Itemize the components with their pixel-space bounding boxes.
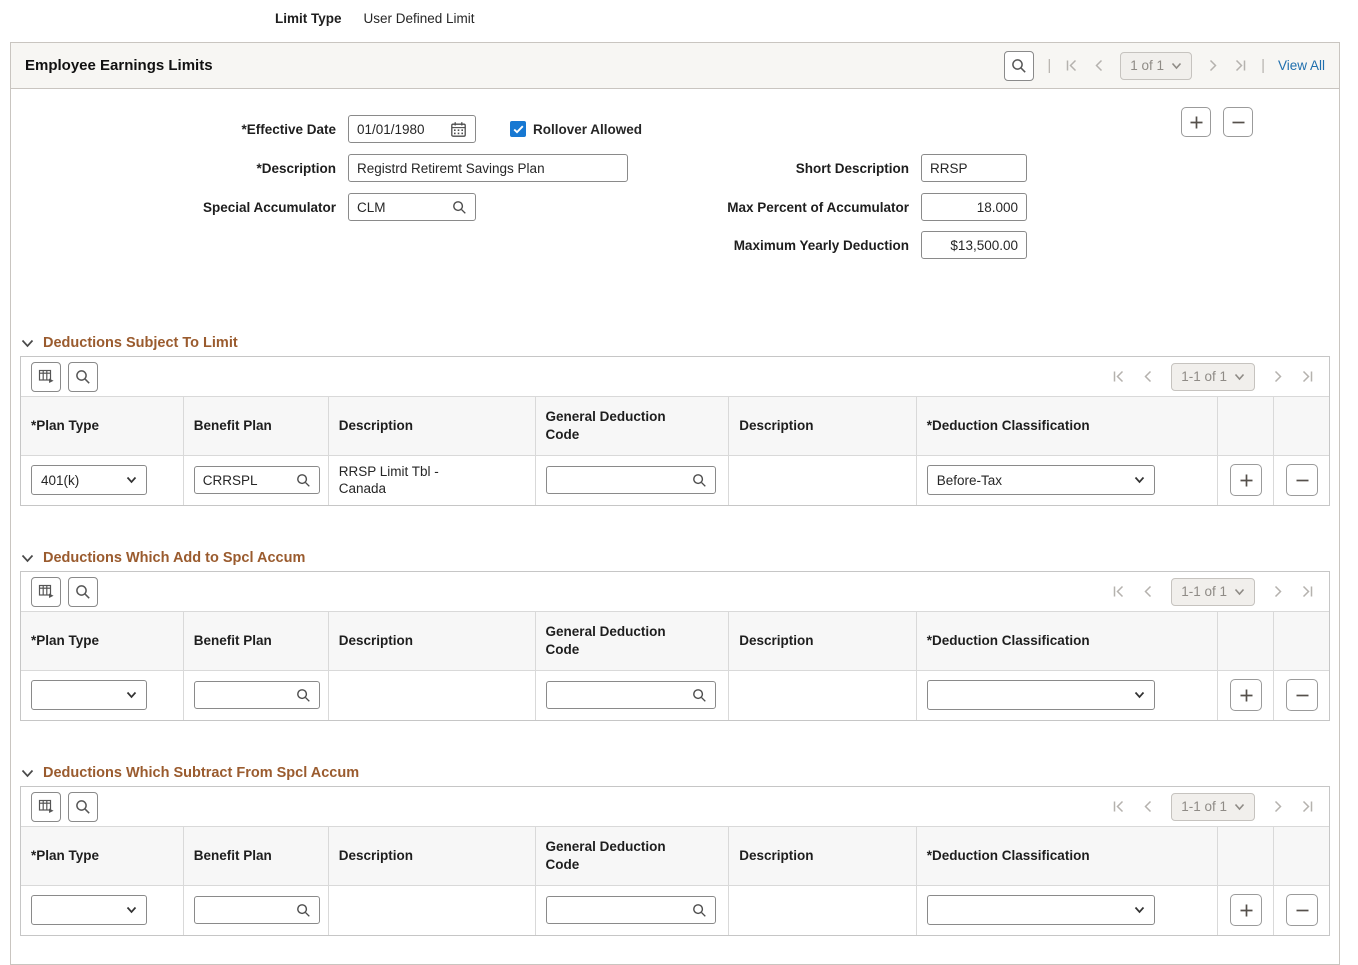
section-title: Deductions Subject To Limit bbox=[43, 335, 238, 351]
grid-toolbar bbox=[21, 357, 1329, 397]
chevron-down-icon bbox=[1234, 803, 1245, 811]
col-description-2: Description bbox=[729, 397, 917, 455]
max-yearly-label: Maximum Yearly Deduction bbox=[733, 237, 909, 253]
max-yearly-row bbox=[317, 231, 1027, 259]
groupbox-body bbox=[11, 89, 1339, 964]
chevron-down-icon bbox=[1234, 373, 1245, 381]
header-nav-controls bbox=[1004, 51, 1325, 81]
col-description-2: Description bbox=[729, 827, 917, 885]
section-deductions-subject-to-limit bbox=[11, 335, 1339, 506]
deduction-classification-select[interactable] bbox=[927, 895, 1155, 925]
col-plan-type: *Plan Type bbox=[21, 397, 183, 455]
section-collapse-header[interactable] bbox=[21, 335, 1330, 351]
first-page-icon[interactable] bbox=[1064, 58, 1079, 73]
plan-type-select[interactable]: 401(k) bbox=[31, 465, 147, 495]
search-icon bbox=[75, 799, 91, 815]
short-description-label: Short Description bbox=[795, 160, 909, 176]
rollover-allowed-checkbox[interactable] bbox=[510, 121, 526, 137]
check-icon bbox=[513, 125, 524, 134]
grid-pagination bbox=[1111, 363, 1319, 391]
section-collapse-header[interactable] bbox=[21, 550, 1330, 566]
table-header-row bbox=[21, 827, 1329, 885]
effective-date-field[interactable] bbox=[348, 115, 476, 143]
next-page-icon[interactable] bbox=[1205, 58, 1220, 73]
max-yearly-input[interactable] bbox=[930, 238, 1018, 253]
personalize-grid-icon bbox=[38, 583, 55, 600]
col-description: Description bbox=[328, 612, 535, 670]
max-percent-field[interactable] bbox=[921, 193, 1027, 221]
grid-search-button[interactable] bbox=[68, 362, 98, 392]
short-description-field[interactable] bbox=[921, 154, 1027, 182]
personalize-grid-icon bbox=[38, 368, 55, 385]
add-row-button[interactable] bbox=[1230, 464, 1262, 496]
divider: | bbox=[1047, 57, 1052, 74]
row-range-value: 1-1 of 1 bbox=[1181, 799, 1227, 814]
lookup-icon[interactable] bbox=[296, 903, 311, 918]
rollover-allowed-label: Rollover Allowed bbox=[533, 121, 643, 137]
minus-icon bbox=[1295, 903, 1310, 918]
max-percent-label: Max Percent of Accumulator bbox=[727, 199, 909, 215]
benefit-plan-field[interactable] bbox=[194, 681, 320, 709]
description-label: *Description bbox=[256, 160, 336, 176]
table-header-row bbox=[21, 397, 1329, 455]
limit-type-label: Limit Type bbox=[275, 11, 342, 26]
table-header-row bbox=[21, 612, 1329, 670]
remove-row-button[interactable] bbox=[1286, 894, 1318, 926]
general-deduction-code-input[interactable] bbox=[555, 688, 686, 703]
col-add bbox=[1217, 397, 1273, 455]
chevron-down-icon bbox=[1171, 62, 1182, 70]
row-range-value: 1-1 of 1 bbox=[1181, 369, 1227, 384]
plus-icon bbox=[1239, 903, 1254, 918]
employee-earnings-limits-groupbox bbox=[10, 42, 1340, 965]
divider: | bbox=[1261, 57, 1265, 74]
groupbox-header bbox=[11, 43, 1339, 89]
grid-pagination bbox=[1111, 578, 1319, 606]
col-add bbox=[1217, 827, 1273, 885]
page-selector[interactable] bbox=[1120, 52, 1192, 80]
minus-icon bbox=[1295, 473, 1310, 488]
short-description-row bbox=[317, 154, 1027, 182]
table-row bbox=[21, 455, 1329, 505]
remove-row-button[interactable] bbox=[1223, 107, 1253, 137]
deduction-classification-select[interactable]: Before-Tax bbox=[927, 465, 1155, 495]
plus-icon bbox=[1189, 115, 1204, 130]
page-selector-value: 1 of 1 bbox=[1130, 58, 1165, 73]
grid-search-button[interactable] bbox=[68, 792, 98, 822]
benefit-plan-description: RRSP Limit Tbl - Canada bbox=[338, 463, 439, 497]
grid-toolbar bbox=[21, 572, 1329, 612]
section-deductions-subtract-from-spcl-accum bbox=[11, 765, 1339, 936]
prev-row-icon[interactable] bbox=[1141, 369, 1156, 384]
deductions-table bbox=[21, 612, 1329, 720]
limit-type-row bbox=[0, 0, 1358, 26]
col-deduction-classification: *Deduction Classification bbox=[916, 827, 1217, 885]
max-percent-row bbox=[317, 193, 1027, 221]
minus-icon bbox=[1231, 115, 1246, 130]
col-deduction-classification: *Deduction Classification bbox=[916, 612, 1217, 670]
col-description: Description bbox=[328, 397, 535, 455]
max-percent-input[interactable] bbox=[930, 200, 1018, 215]
benefit-plan-input[interactable] bbox=[203, 903, 290, 918]
grid-toolbar bbox=[21, 787, 1329, 827]
grid-deductions-add bbox=[20, 571, 1330, 721]
prev-page-icon[interactable] bbox=[1092, 58, 1107, 73]
personalize-grid-button[interactable] bbox=[31, 792, 61, 822]
deductions-table bbox=[21, 827, 1329, 935]
search-icon bbox=[75, 369, 91, 385]
general-deduction-code-field[interactable] bbox=[546, 466, 716, 494]
short-description-input[interactable] bbox=[930, 161, 1018, 176]
search-icon bbox=[75, 584, 91, 600]
personalize-grid-button[interactable] bbox=[31, 577, 61, 607]
next-row-icon[interactable] bbox=[1270, 799, 1285, 814]
chevron-down-icon bbox=[1234, 588, 1245, 596]
next-row-icon[interactable] bbox=[1270, 584, 1285, 599]
deductions-table bbox=[21, 397, 1329, 505]
first-row-icon[interactable] bbox=[1111, 799, 1126, 814]
rollover-row bbox=[510, 115, 642, 143]
first-row-icon[interactable] bbox=[1111, 584, 1126, 599]
limit-type-value: User Defined Limit bbox=[363, 11, 475, 26]
last-row-icon[interactable] bbox=[1300, 369, 1315, 384]
chevron-down-icon bbox=[21, 339, 34, 348]
special-accumulator-label: Special Accumulator bbox=[202, 199, 336, 215]
table-row bbox=[21, 885, 1329, 935]
grid-deductions-subject-to-limit bbox=[20, 356, 1330, 506]
col-add bbox=[1217, 612, 1273, 670]
effective-date-input[interactable] bbox=[357, 122, 444, 137]
plus-icon bbox=[1239, 473, 1254, 488]
benefit-plan-field[interactable] bbox=[194, 896, 320, 924]
grid-search-button[interactable] bbox=[68, 577, 98, 607]
col-remove bbox=[1273, 827, 1329, 885]
personalize-grid-icon bbox=[38, 798, 55, 815]
remove-row-button[interactable] bbox=[1286, 679, 1318, 711]
col-general-deduction-code: General Deduction Code bbox=[535, 827, 729, 885]
row-range-selector[interactable] bbox=[1171, 578, 1255, 606]
section-collapse-header[interactable] bbox=[21, 765, 1330, 781]
add-row-button[interactable] bbox=[1181, 107, 1211, 137]
col-description-2: Description bbox=[729, 612, 917, 670]
search-icon bbox=[1011, 58, 1027, 74]
add-row-button[interactable] bbox=[1230, 679, 1262, 711]
last-row-icon[interactable] bbox=[1300, 799, 1315, 814]
col-benefit-plan: Benefit Plan bbox=[183, 612, 328, 670]
col-plan-type: *Plan Type bbox=[21, 827, 183, 885]
deduction-classification-select[interactable] bbox=[927, 680, 1155, 710]
col-general-deduction-code: General Deduction Code bbox=[535, 397, 729, 455]
remove-row-button[interactable] bbox=[1286, 464, 1318, 496]
minus-icon bbox=[1295, 688, 1310, 703]
col-benefit-plan: Benefit Plan bbox=[183, 397, 328, 455]
general-deduction-code-input[interactable] bbox=[555, 473, 686, 488]
section-deductions-add-to-spcl-accum bbox=[11, 550, 1339, 721]
benefit-plan-field[interactable] bbox=[194, 466, 320, 494]
last-page-icon[interactable] bbox=[1233, 58, 1248, 73]
lookup-icon[interactable] bbox=[692, 473, 707, 488]
col-deduction-classification: *Deduction Classification bbox=[916, 397, 1217, 455]
col-general-deduction-code: General Deduction Code bbox=[535, 612, 729, 670]
lookup-icon[interactable] bbox=[296, 473, 311, 488]
plus-icon bbox=[1239, 688, 1254, 703]
max-yearly-field[interactable] bbox=[921, 231, 1027, 259]
prev-row-icon[interactable] bbox=[1141, 584, 1156, 599]
effective-date-label: *Effective Date bbox=[241, 121, 336, 137]
prev-row-icon[interactable] bbox=[1141, 799, 1156, 814]
col-benefit-plan: Benefit Plan bbox=[183, 827, 328, 885]
first-row-icon[interactable] bbox=[1111, 369, 1126, 384]
col-remove bbox=[1273, 612, 1329, 670]
chevron-down-icon bbox=[21, 554, 34, 563]
general-deduction-code-field[interactable] bbox=[546, 681, 716, 709]
plan-type-select[interactable] bbox=[31, 680, 147, 710]
lookup-icon[interactable] bbox=[692, 688, 707, 703]
effective-date-row bbox=[11, 115, 476, 143]
grid-deductions-subtract bbox=[20, 786, 1330, 936]
last-row-icon[interactable] bbox=[1300, 584, 1315, 599]
form-area bbox=[11, 89, 1339, 291]
row-range-selector[interactable] bbox=[1171, 363, 1255, 391]
benefit-plan-input[interactable] bbox=[203, 688, 290, 703]
grid-pagination bbox=[1111, 793, 1319, 821]
benefit-plan-input[interactable] bbox=[203, 473, 290, 488]
row-add-remove bbox=[1181, 107, 1253, 137]
col-plan-type: *Plan Type bbox=[21, 612, 183, 670]
table-row bbox=[21, 670, 1329, 720]
row-range-selector[interactable] bbox=[1171, 793, 1255, 821]
col-remove bbox=[1273, 397, 1329, 455]
row-range-value: 1-1 of 1 bbox=[1181, 584, 1227, 599]
chevron-down-icon bbox=[21, 769, 34, 778]
search-button[interactable] bbox=[1004, 51, 1034, 81]
section-title: Deductions Which Subtract From Spcl Accum bbox=[43, 765, 360, 781]
calendar-icon[interactable] bbox=[450, 121, 467, 138]
view-all-link[interactable]: View All bbox=[1277, 58, 1325, 73]
lookup-icon[interactable] bbox=[296, 688, 311, 703]
lookup-icon[interactable] bbox=[692, 903, 707, 918]
plan-type-select[interactable] bbox=[31, 895, 147, 925]
col-description: Description bbox=[328, 827, 535, 885]
page-title: Employee Earnings Limits bbox=[25, 57, 213, 74]
general-deduction-code-field[interactable] bbox=[546, 896, 716, 924]
section-title: Deductions Which Add to Spcl Accum bbox=[43, 550, 306, 566]
personalize-grid-button[interactable] bbox=[31, 362, 61, 392]
add-row-button[interactable] bbox=[1230, 894, 1262, 926]
general-deduction-code-input[interactable] bbox=[555, 903, 686, 918]
next-row-icon[interactable] bbox=[1270, 369, 1285, 384]
